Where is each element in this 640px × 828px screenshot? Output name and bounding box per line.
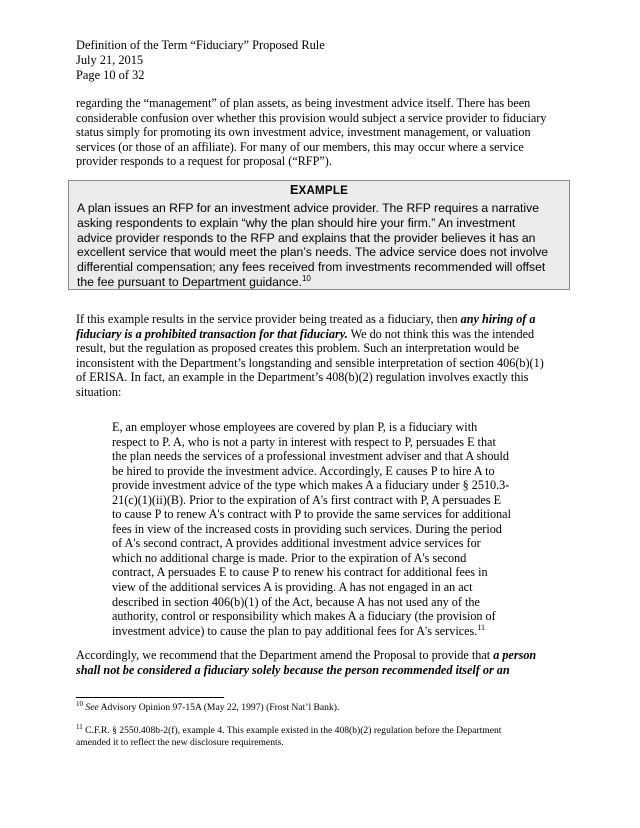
text-line: services (or those of an affiliate). For many of our members, this may occur where a service bbox=[76, 139, 524, 154]
text-line: situation: bbox=[76, 384, 122, 399]
text-line: which no additional charge is made. Prior to the expiration of A's second bbox=[112, 550, 467, 565]
text-line: $^{10}$ See Advisory Opinion 97-15A (May 22, 1997) (Frost Nat’l Bank). bbox=[76, 699, 340, 713]
header-page-number: Page 10 of 32 bbox=[76, 68, 145, 83]
text-line: amended it to reflect the new disclosure requirements. bbox=[76, 736, 284, 748]
text-line: A plan issues an RFP for an investment advice provider. The RFP requires a narrative bbox=[77, 201, 540, 215]
footnote-ref-11[interactable]: 11 bbox=[477, 622, 486, 632]
text-line: authority, control or responsibility which makes A a fiduciary (the provision of bbox=[112, 609, 496, 624]
text-line: fiduciary is a prohibited transaction for that fiduciary. We do not think this was the intended bbox=[76, 326, 535, 341]
footnote-11 bbox=[76, 722, 568, 748]
text-line: view of the additional services A is providing. A has not engaged in an act bbox=[112, 580, 473, 595]
text-line: of ERISA. In fact, an example in the Department’s 408(b)(2) regulation involves exactly this bbox=[76, 370, 529, 385]
text-line: respect to P. A, who is not a party in interest with respect to P, persuades E that bbox=[112, 434, 496, 449]
text-line: considerable confusion over whether this provision would subject a service provider to fiduciary bbox=[76, 110, 547, 125]
page-header bbox=[76, 38, 325, 84]
text-line: investment advice) to cause the plan to pay additional fees for A's services.$^{11}$ bbox=[112, 622, 486, 638]
text-line: contract, A persuades E to cause P to renew his contract for additional fees in bbox=[112, 565, 488, 580]
text-line: of A's second contract, A provides additional investment advice services for bbox=[112, 536, 481, 551]
text-line: result, but the regulation as proposed creates this problem. Such an interpretation would be bbox=[76, 341, 520, 356]
text-line: If this example results in the service provider being treated as a fiduciary, then any hiring of a bbox=[76, 312, 536, 326]
paragraph-fiduciary-analysis bbox=[76, 312, 568, 400]
text-line: be hired to provide the investment advice. Accordingly, E causes P to hire A to bbox=[112, 463, 495, 478]
paragraph-rfp-intro bbox=[76, 96, 568, 169]
footnote-10 bbox=[76, 699, 568, 714]
example-body bbox=[77, 201, 569, 290]
header-date: July 21, 2015 bbox=[76, 53, 144, 68]
footnote-divider bbox=[76, 697, 224, 698]
text-line: the fee pursuant to Department guidance.$^{10}$ bbox=[77, 273, 311, 289]
text-line: E, an employer whose employees are covered by plan P, is a fiduciary with bbox=[112, 420, 478, 434]
text-line: the plan needs the services of a professional investment adviser and that A should bbox=[112, 449, 510, 464]
text-line: described in section 406(b)(1) of the Act, because A has not used any of the bbox=[112, 594, 480, 609]
example-box bbox=[68, 180, 570, 290]
text-line: asking respondents to explain “why the plan should hire your firm.” An investment bbox=[77, 215, 516, 230]
text-line: shall not be considered a fiduciary solely because the person recommended itself or an bbox=[76, 662, 510, 677]
example-title: EXAMPLE bbox=[289, 183, 349, 197]
text-line: inconsistent with the Department’s longstanding and sensible interpretation of section 406(b)(1) bbox=[76, 355, 544, 370]
text-line: advice provider responds to the RFP and explains that the provider believes it has an bbox=[77, 230, 536, 245]
text-line: 21(c)(1)(ii)(B). Prior to the expiration of A's first contract with P, A persuades E bbox=[112, 492, 502, 507]
header-title: Definition of the Term “Fiduciary” Proposed Rule bbox=[76, 38, 325, 52]
footnote-ref-10[interactable]: 10 bbox=[301, 273, 311, 283]
text-line: fees in view of the increased costs in providing such services. During the period bbox=[112, 521, 502, 536]
text-line: regarding the “management” of plan assets, as being investment advice itself. There has been bbox=[76, 96, 531, 110]
text-line: provider responds to a request for proposal (“RFP”). bbox=[76, 154, 332, 169]
text-line: $^{11}$ C.F.R. § 2550.408b-2(f), example 4. This example existed in the 408(b)(2) regulation before the Department bbox=[76, 722, 502, 736]
text-line: differential compensation; any fees received from investments recommended will offset bbox=[77, 260, 546, 275]
paragraph-recommendation bbox=[76, 648, 568, 677]
text-line: Accordingly, we recommend that the Department amend the Proposal to provide that a person bbox=[76, 648, 537, 662]
block-quote bbox=[112, 420, 532, 638]
text-line: excellent service that would meet the plan’s needs. The advice service does not involve bbox=[77, 245, 549, 260]
text-line: provide investment advice of the type which makes A a fiduciary under § 2510.3- bbox=[112, 478, 510, 493]
text-line: to cause P to renew A's contract with P to provide the same services for additional bbox=[112, 507, 511, 522]
text-line: status simply for promoting its own investment advice, investment management, or valuation bbox=[76, 125, 531, 140]
